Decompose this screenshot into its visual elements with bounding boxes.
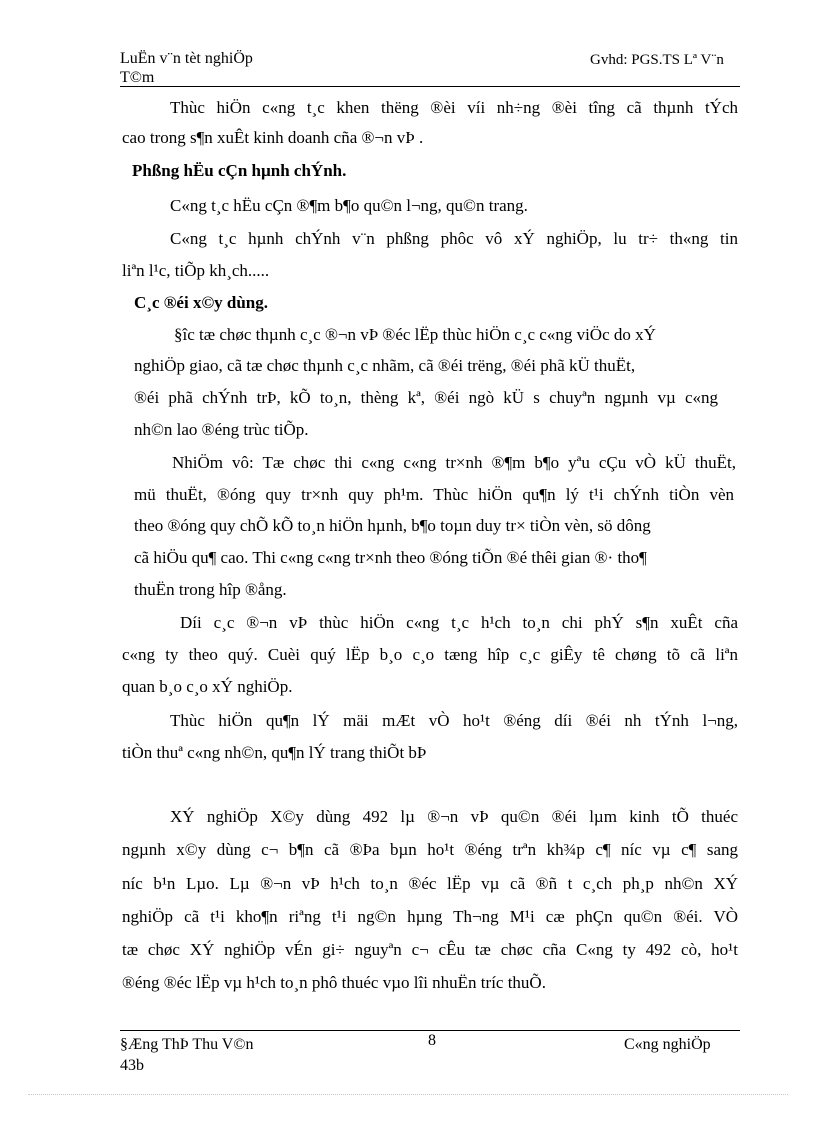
section-heading: C¸c ®éi x©y dùng.	[134, 293, 269, 312]
paragraph-line: níc b¹n Lµo. Lµ ®¬n vÞ h¹ch to¸n ®éc lËp vµ cã ®ñ t c¸ch ph¸p nh©n XÝ	[122, 874, 738, 893]
paragraph-line: C«ng t¸c hËu cÇn ®¶m b¶o qu©n l¬ng, qu©n trang.	[170, 196, 528, 215]
paragraph-line: C«ng t¸c hµnh chÝnh v¨n phßng phôc vô xÝ nghiÖp, lu tr÷ th«ng tin	[170, 229, 738, 248]
paragraph-line: NhiÖm vô: Tæ chøc thi c«ng c«ng tr×nh ®¶m b¶o yªu cÇu vÒ kÜ thuËt,	[172, 453, 736, 472]
footer-author: §Æng ThÞ Thu V©n	[120, 1036, 254, 1053]
paragraph-line: Thùc hiÖn qu¶n lÝ mäi mÆt vÒ ho¹t ®éng díi ®éi nh tÝnh l¬ng,	[170, 711, 738, 730]
paragraph-line: Díi c¸c ®¬n vÞ thùc hiÖn c«ng t¸c h¹ch to¸n chi phÝ s¶n xuÊt cña	[180, 613, 738, 632]
header-advisor: Gvhd: PGS.TS Lª V¨n	[590, 52, 724, 68]
paragraph-line: nh©n lao ®éng trùc tiÕp.	[134, 420, 309, 439]
paragraph-line: nghiÖp giao, cã tæ chøc thµnh c¸c nhãm, cã ®éi trëng, ®éi phã kÜ thuËt,	[134, 356, 636, 375]
footer-class: 43b	[120, 1057, 144, 1074]
paragraph-line: §îc tæ chøc thµnh c¸c ®¬n vÞ ®éc lËp thùc hiÖn c¸c c«ng viÖc do xÝ	[174, 325, 656, 344]
paragraph-line: cã hiÖu qu¶ cao. Thi c«ng c«ng tr×nh theo ®óng tiÕn ®é thêi gian ®· tho¶	[134, 548, 647, 567]
footer-rule	[120, 1030, 740, 1031]
paragraph-line: tiÒn thuª c«ng nh©n, qu¶n lÝ trang thiÕt bÞ	[122, 743, 427, 762]
paragraph-line: nghiÖp cã t¹i kho¶n riªng t¹i ng©n hµng Th¬ng M¹i cæ phÇn qu©n ®éi. VÒ	[122, 907, 738, 926]
paragraph-line: liªn l¹c, tiÕp kh¸ch.....	[122, 261, 270, 280]
paragraph-line: ®éng ®éc lËp vµ h¹ch to¸n phô thuéc vµo lîi nhuËn tríc thuÕ.	[122, 973, 546, 992]
paragraph-line: cao trong s¶n xuÊt kinh doanh cña ®¬n vÞ .	[122, 128, 424, 147]
section-heading: Phßng hËu cÇn hµnh chÝnh.	[132, 161, 347, 180]
page-bottom-dotted-line	[28, 1094, 788, 1095]
paragraph-line: theo ®óng quy chÕ kÕ to¸n hiÖn hµnh, b¶o toµn duy tr× tiÒn vèn, sö dông	[134, 516, 651, 535]
paragraph-line: ngµnh x©y dùng c¬ b¶n cã ®Þa bµn ho¹t ®éng trªn kh¾p c¶ níc vµ c¶ sang	[122, 840, 738, 859]
paragraph-line: c«ng ty theo quý. Cuèi quý lËp b¸o c¸o tæng hîp c¸c giÊy tê chøng tõ cã liªn	[122, 645, 738, 664]
paragraph-line: tæ chøc XÝ nghiÖp vÉn gi÷ nguyªn c¬ cÊu tæ chøc cña C«ng ty 492 cò, ho¹t	[122, 940, 738, 959]
header-rule	[120, 86, 740, 87]
paragraph-line: XÝ nghiÖp X©y dùng 492 lµ ®¬n vÞ qu©n ®éi lµm kinh tÕ thuéc	[170, 807, 738, 826]
header-title: LuËn v¨n tèt nghiÖp	[120, 50, 253, 67]
paragraph-line: mü thuËt, ®óng quy tr×nh quy ph¹m. Thùc hiÖn qu¶n lý t¹i chÝnh tiÒn vèn	[134, 485, 734, 504]
paragraph-line: thuËn trong hîp ®ång.	[134, 580, 287, 599]
paragraph-line: ®éi phã chÝnh trÞ, kÕ to¸n, thèng kª, ®éi ngò kÜ s chuyªn ngµnh vµ c«ng	[134, 388, 718, 407]
footer-department: C«ng nghiÖp	[624, 1036, 711, 1053]
paragraph-line: Thùc hiÖn c«ng t¸c khen thëng ®èi víi nh÷ng ®èi tîng cã thµnh tÝch	[170, 98, 738, 117]
paragraph-line: quan b¸o c¸o xÝ nghiÖp.	[122, 677, 293, 696]
page-number: 8	[428, 1032, 436, 1049]
header-title-continued: T©m	[120, 69, 155, 86]
